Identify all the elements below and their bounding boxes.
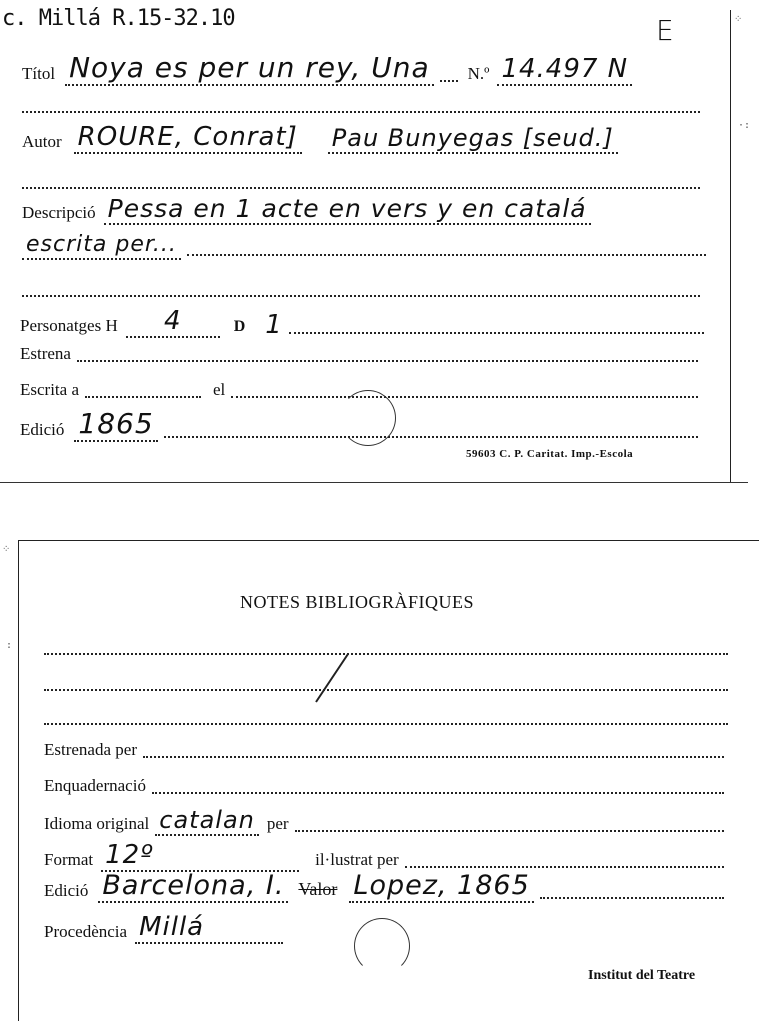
language-row (44, 808, 730, 836)
characters-female-count: 1 (265, 310, 283, 340)
written-at-label: Escrita a (20, 380, 79, 399)
title-value: Noya es per un rey, Una (65, 54, 434, 86)
blank-line (44, 652, 728, 655)
publication-label: Edició (44, 881, 89, 900)
binding-dots (152, 791, 724, 794)
notes-title: NOTES BIBLIOGRÀFIQUES (240, 592, 475, 612)
premiered-by-label: Estrenada per (44, 740, 137, 759)
binding-label: Enquadernació (44, 776, 146, 795)
blank-line (22, 186, 700, 189)
characters-dots (289, 331, 704, 334)
margin-specks: : (6, 640, 13, 651)
description-label: Descripció (22, 203, 96, 222)
provenance-value: Millá (135, 914, 283, 944)
number-value: 14.497 N (497, 56, 632, 86)
provenance-label: Procedència (44, 922, 128, 941)
author-value: ROURE, Conrat] (74, 124, 302, 154)
category-letter: E (656, 14, 674, 47)
written-date-label: el (213, 380, 226, 399)
translator-label: per (266, 814, 289, 833)
title-label: Títol (22, 64, 56, 83)
provenance-row (44, 914, 374, 944)
description-line-1: Pessa en 1 acte en vers y en catalá (104, 196, 591, 225)
author-label: Autor (22, 132, 62, 151)
publication-struck-word: Valor (298, 879, 338, 899)
stamp-circle (354, 918, 410, 974)
premiere-label: Estrena (20, 344, 71, 363)
publication-place: Barcelona, I. (98, 872, 288, 903)
stamp-circle (340, 390, 396, 446)
number-label: N.º (467, 64, 490, 83)
margin-specks: ⁘ (734, 14, 743, 25)
language-label: Idioma original (44, 814, 150, 833)
edition-label: Edició (20, 420, 65, 439)
blank-line (44, 722, 728, 725)
printer-imprint: 59603 C. P. Caritat. Imp.-Escola (466, 448, 634, 460)
illustrated-by-dots (405, 865, 724, 868)
blank-line (22, 294, 700, 297)
description-row (22, 196, 712, 225)
card-front-bottom-rule (0, 482, 748, 483)
written-at-dots (85, 395, 201, 398)
call-number-note: c. Millá R.15-32.10 (2, 6, 235, 31)
format-label: Format (44, 850, 94, 869)
title-row (22, 51, 712, 86)
premiere-row (20, 344, 704, 366)
pen-mark (312, 650, 352, 706)
author-row (22, 124, 712, 154)
characters-female-label: D (233, 318, 246, 335)
edition-value: 1865 (74, 410, 157, 442)
format-row (44, 842, 730, 872)
description-line-2: escrita per... (22, 234, 181, 260)
description-dots (187, 253, 706, 256)
blank-line (44, 688, 728, 691)
characters-male-count: 4 (126, 308, 220, 338)
language-value: catalan (155, 808, 259, 836)
premiere-dots (77, 359, 698, 362)
binding-row (44, 776, 730, 798)
blank-line (22, 110, 700, 113)
title-dots (440, 79, 458, 82)
margin-specks: ⁘ (2, 544, 11, 555)
translator-dots (295, 829, 724, 832)
publication-row (44, 872, 730, 903)
author-pseudonym: Pau Bunyegas [seud.] (328, 126, 618, 154)
publication-publisher-year: Lopez, 1865 (349, 872, 533, 903)
illustrated-by-label: il·lustrat per (315, 850, 399, 869)
characters-row (20, 308, 710, 338)
written-date-dots (231, 395, 698, 398)
characters-label: Personatges H (20, 316, 118, 335)
publication-dots (540, 896, 724, 899)
format-value: 12º (101, 842, 299, 872)
description-row-2 (22, 234, 712, 260)
premiered-by-dots (143, 755, 724, 758)
institute-imprint: Institut del Teatre (588, 968, 696, 983)
premiered-by-row (44, 740, 730, 762)
edition-dots (164, 435, 698, 438)
margin-specks: ·: (738, 120, 751, 131)
